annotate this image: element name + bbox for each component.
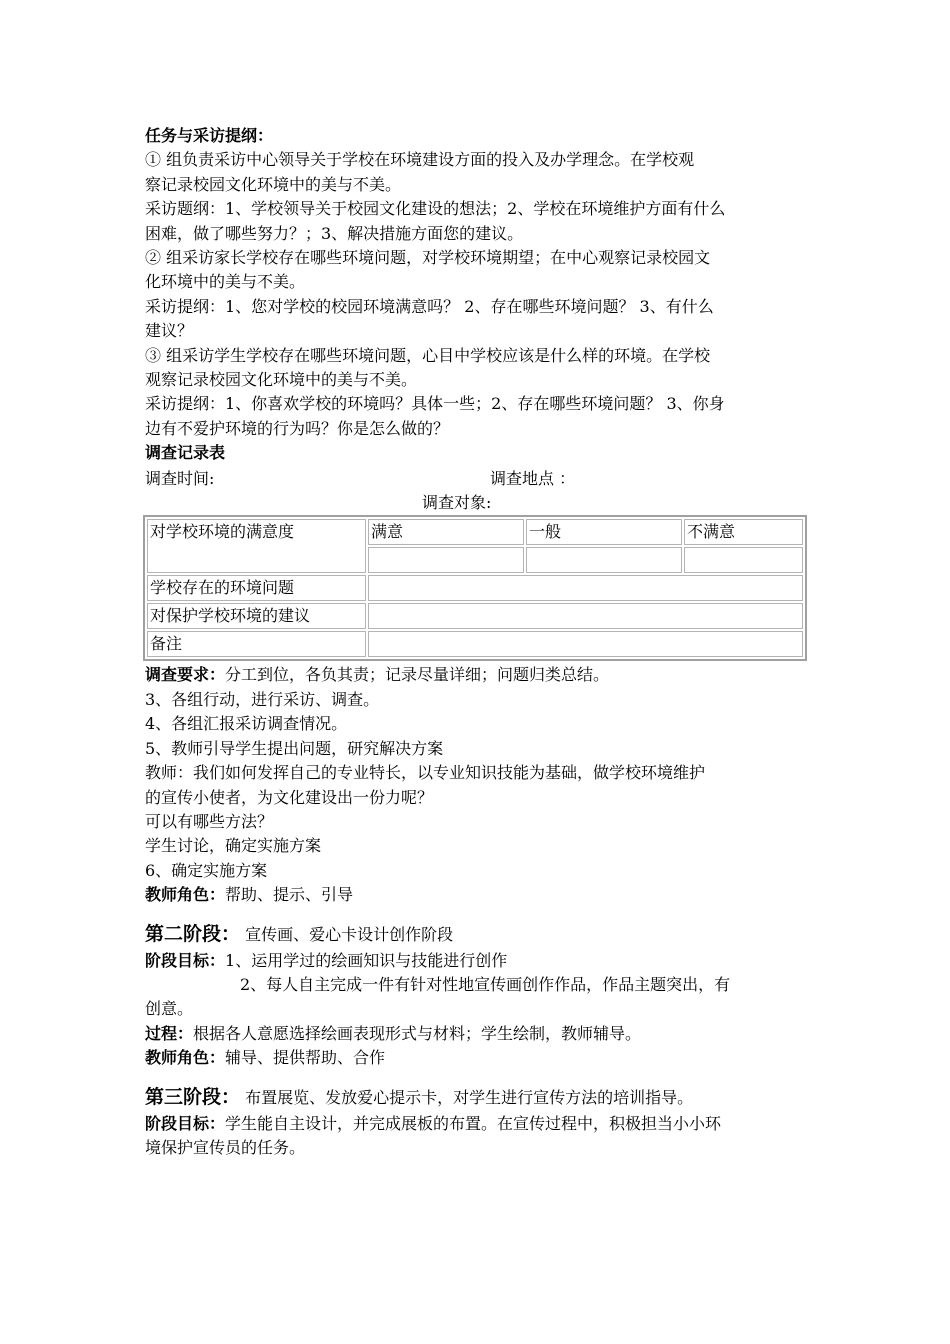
- survey-time-label: 调查时间:: [145, 468, 215, 488]
- stage2-goal2: 2、每人自主完成一件有针对性地宣传画创作作品，作品主题突出，有: [240, 974, 731, 994]
- student-discussion: 学生讨论，确定实施方案: [145, 836, 322, 856]
- group3-text-cont: 观察记录校园文化环境中的美与不美。: [145, 370, 418, 390]
- group3-questions-cont: 边有不爱护环境的行为吗？你是怎么做的？: [145, 418, 450, 438]
- group2-questions: 采访提纲：1、您对学校的校园环境满意吗？ 2、存在哪些环境问题？ 3、有什么: [145, 296, 714, 316]
- stage2-title: 第二阶段：: [145, 922, 241, 945]
- teacher-role: [145, 883, 810, 907]
- stage3-goal-text: 学生能自主设计，并完成展板的布置。在宣传过程中，积极担当小小环: [225, 1113, 722, 1133]
- stage2-goal2-cont: 创意。: [145, 999, 194, 1019]
- stage3-heading: [145, 1083, 810, 1112]
- stage2-process: [145, 1022, 810, 1046]
- teacher-role-text: 帮助、提示、引导: [225, 885, 354, 905]
- survey-place-label: 调查地点 ：: [490, 468, 576, 488]
- stage2-role-text: 辅导、提供帮助、合作: [225, 1048, 386, 1068]
- notes-label-cell: 备注: [147, 631, 366, 657]
- cell-average-input[interactable]: [526, 547, 682, 573]
- stage3-goal: [145, 1112, 810, 1136]
- header-satisfied: 满意: [368, 519, 524, 545]
- satisfaction-label-cell: 对学校环境的满意度: [147, 519, 366, 573]
- stage2-goal-label: 阶段目标：: [145, 950, 226, 970]
- stage2-process-text: 根据各人意愿选择绘画表现形式与材料；学生绘制，教师辅导。: [193, 1023, 642, 1043]
- survey-object-row: [145, 490, 810, 514]
- stage2-goal: [145, 949, 810, 973]
- group1-questions-cont: 困难，做了哪些努力？；3、解决措施方面您的建议。: [145, 223, 524, 243]
- survey-title: 调查记录表: [145, 443, 226, 463]
- survey-meta-row: [145, 466, 810, 490]
- step-6: 6、确定实施方案: [145, 860, 268, 880]
- group3-text: ③ 组采访学生学校存在哪些环境问题，心目中学校应该是什么样的环境。在学校: [145, 345, 711, 365]
- stage2-role: [145, 1046, 810, 1070]
- task-heading: 任务与采访提纲：: [145, 126, 274, 145]
- stage2-title-text: 宣传画、爱心卡设计创作阶段: [240, 924, 454, 944]
- survey-req-label: 调查要求：: [145, 665, 226, 685]
- stage3-title-text: 布置展览、发放爱心提示卡，对学生进行宣传方法的培训指导。: [240, 1087, 694, 1107]
- stage3-goal-label: 阶段目标：: [145, 1113, 226, 1133]
- group1-text: ① 组负责采访中心领导关于学校在环境建设方面的投入及办学理念。在学校观: [145, 150, 695, 170]
- methods-question: 可以有哪些方法？: [145, 811, 274, 831]
- group2-questions-cont: 建议？: [145, 321, 194, 341]
- survey-requirements: [145, 663, 810, 687]
- step-4: 4、各组汇报采访调查情况。: [145, 714, 348, 734]
- stage3-title: 第三阶段：: [145, 1085, 241, 1108]
- step-3: 3、各组行动，进行采访、调查。: [145, 689, 380, 709]
- survey-object-label: 调查对象:: [422, 493, 492, 513]
- group1-questions: 采访题纲：1、学校领导关于校园文化建设的想法；2、学校在环境维护方面有什么: [145, 199, 726, 219]
- step-5: 5、教师引导学生提出问题，研究解决方案: [145, 738, 444, 758]
- survey-record-table: [143, 515, 807, 661]
- problems-input-cell[interactable]: [368, 575, 803, 601]
- suggestions-label-cell: 对保护学校环境的建议: [147, 603, 366, 629]
- document-page: [145, 124, 810, 1160]
- group3-questions: 采访提纲：1、你喜欢学校的环境吗？具体一些；2、存在哪些环境问题？ 3、你身: [145, 394, 725, 414]
- stage3-goal-cont: 境保护宣传员的任务。: [145, 1137, 306, 1157]
- group2-text-cont: 化环境中的美与不美。: [145, 272, 306, 292]
- cell-satisfied-input[interactable]: [368, 547, 524, 573]
- group1-text-cont: 察记录校园文化环境中的美与不美。: [145, 174, 402, 194]
- stage2-process-label: 过程：: [145, 1023, 194, 1043]
- cell-unsatisfied-input[interactable]: [684, 547, 803, 573]
- stage2-goal1: 1、运用学过的绘画知识与技能进行创作: [225, 950, 508, 970]
- group2-text: ② 组采访家长学校存在哪些环境问题，对学校环境期望；在中心观察记录校园文: [145, 248, 711, 268]
- teacher-question: 教师：我们如何发挥自己的专业特长，以专业知识技能为基础，做学校环境维护: [145, 763, 706, 783]
- teacher-question-cont: 的宣传小使者，为文化建设出一份力呢？: [145, 787, 434, 807]
- suggestions-input-cell[interactable]: [368, 603, 803, 629]
- header-unsatisfied: 不满意: [684, 519, 803, 545]
- stage2-heading: [145, 920, 810, 949]
- survey-req-text: 分工到位，各负其责；记录尽量详细；问题归类总结。: [225, 665, 610, 685]
- header-average: 一般: [526, 519, 682, 545]
- problems-label-cell: 学校存在的环境问题: [147, 575, 366, 601]
- stage2-role-label: 教师角色：: [145, 1048, 226, 1068]
- notes-input-cell[interactable]: [368, 631, 803, 657]
- teacher-role-label: 教师角色：: [145, 885, 226, 905]
